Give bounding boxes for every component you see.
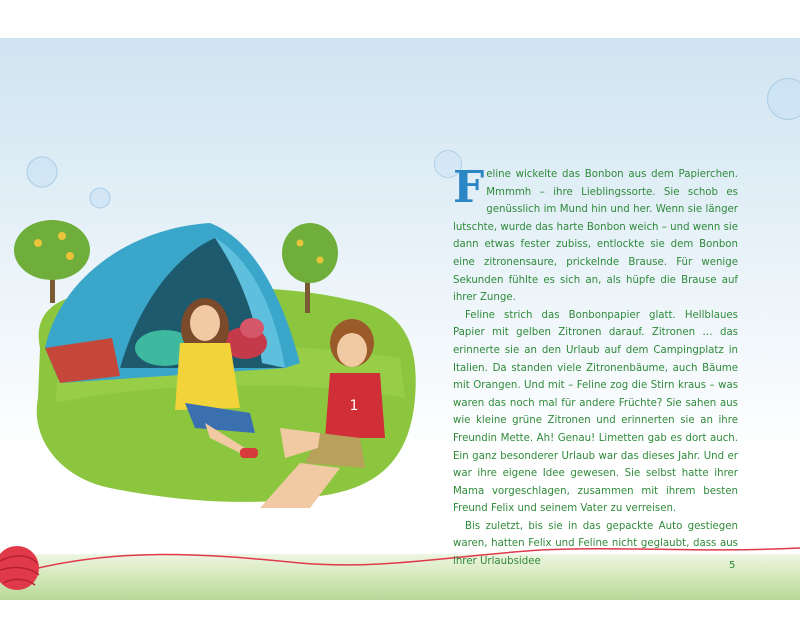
drop-cap: F	[453, 162, 485, 213]
paragraph: Feline strich das Bonbonpapier glatt. Hellblaues Papier mit gelben Zitronen darauf. Zitronen … das erinnerte sie an den Urlaub auf dem Campingplatz in Italien. Da standen viele Zitronenbäume, auch Bäume mit Orangen. Und mit – Feline zog die Stirn kraus – was waren das noch mal für andere Früchte? Sie sahen aus wie kleine grüne Zitronen und erinnerten sie an ihre Freundin Mette. Ah! Genau! Limetten gab es dort auch. Ein ganz besonderer Urlaub war das dieses Jahr. Und er war ihre eigene Idee gewesen. Sie selbst hatte ihrer Mama vorgeschlagen, zusammen mit ihrem besten Freund Felix und seinem Vater zu verreisen.	[453, 309, 738, 515]
book-page	[0, 38, 800, 600]
bubble	[90, 188, 110, 208]
paragraph: Feline wickelte das Bonbon aus dem Papierchen. Mmmmh – ihre Lieblingssorte. Sie schob es genüsslich im Mund hin und her. Wenn sie länger lutschte, wurde das harte Bonbon weich – und wenn sie dann etwas fester zubiss, entlockte sie dem Bonbon eine zitronensaure, prickelnde Brause. Für wenige Sekunden fühlte es sich an, als hüpfe die Brause auf ihrer Zunge.	[453, 162, 738, 304]
bubble	[767, 78, 800, 120]
yarn-ball	[0, 543, 45, 593]
story-text	[453, 162, 738, 571]
paragraph: Bis zuletzt, bis sie in das gepackte Auto gestiegen waren, hatten Felix und Feline nicht geglaubt, dass aus ihrer Urlaubsidee	[453, 520, 738, 568]
shirt-number: 1	[349, 398, 359, 414]
bubble	[27, 157, 57, 187]
page-number: 5	[729, 560, 736, 571]
